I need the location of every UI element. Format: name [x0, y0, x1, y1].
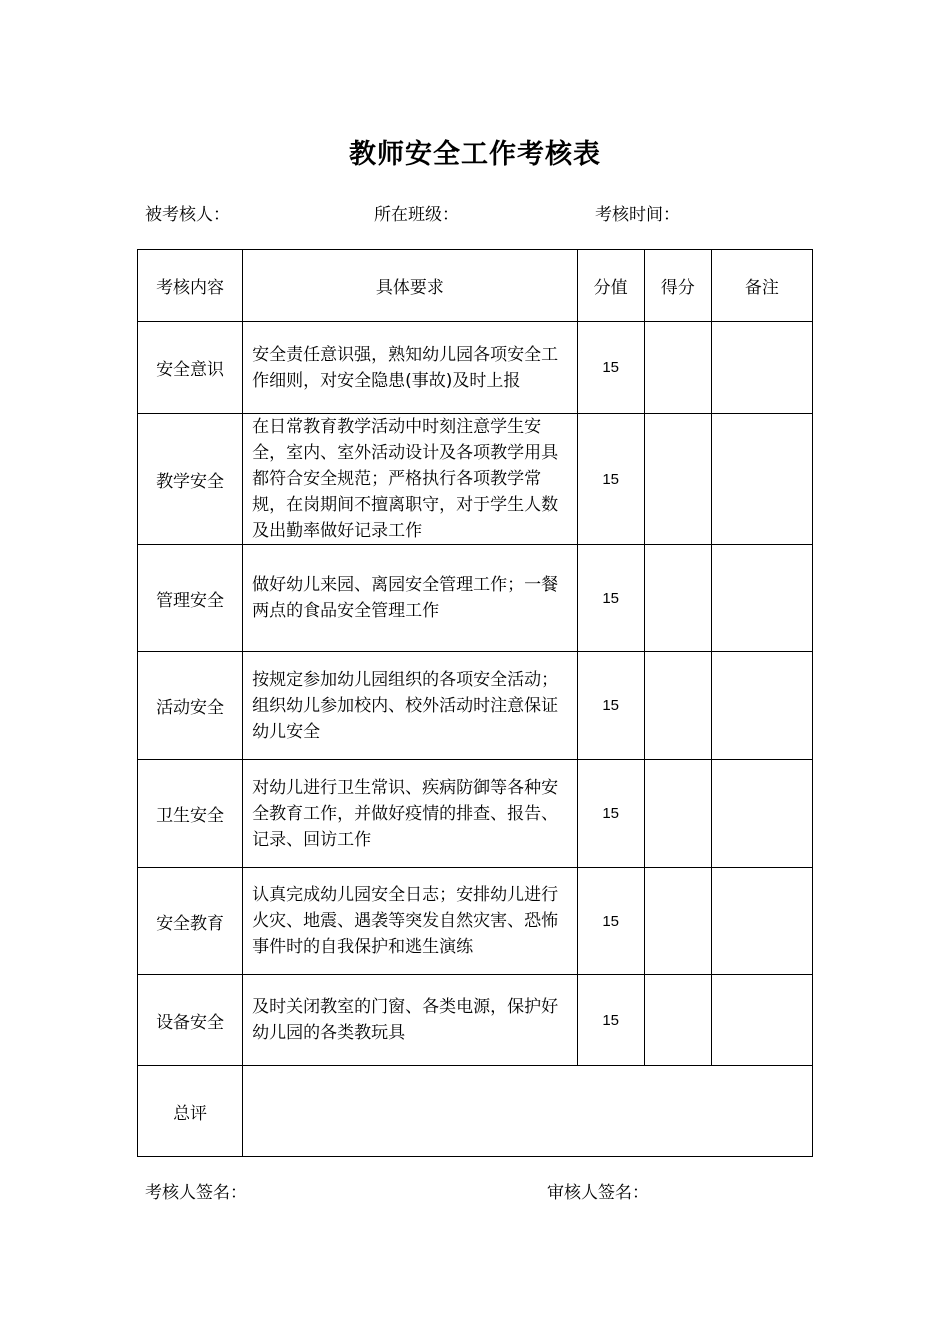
- assessment-table: [137, 249, 813, 1157]
- time-label: 考核时间：: [595, 205, 680, 225]
- row-obtained-cell[interactable]: [644, 868, 711, 975]
- assessee-label: 被考核人：: [145, 205, 230, 225]
- row-obtained-cell[interactable]: [644, 414, 711, 545]
- row-score: 15: [577, 545, 644, 652]
- summary-field[interactable]: [243, 1066, 813, 1157]
- table-row: [138, 545, 813, 652]
- row-requirement: 按规定参加幼儿园组织的各项安全活动；组织幼儿参加校内、校外活动时注意保证幼儿安全: [243, 652, 577, 760]
- header-score: 分值: [577, 250, 644, 322]
- table-row: [138, 868, 813, 975]
- row-score: 15: [577, 868, 644, 975]
- header-obtained: 得分: [644, 250, 711, 322]
- page-title: 教师安全工作考核表: [349, 139, 601, 170]
- summary-label: 总评: [138, 1066, 243, 1157]
- row-requirement: 在日常教育教学活动中时刻注意学生安全，室内、室外活动设计及各项教学用具都符合安全规范；严格执行各项教学常规，在岗期间不擅离职守，对于学生人数及出勤率做好记录工作: [243, 414, 577, 545]
- row-score: 15: [577, 322, 644, 414]
- row-score: 15: [577, 975, 644, 1066]
- assessor-signature-label: 考核人签名：: [145, 1183, 247, 1203]
- row-category: 卫生安全: [138, 760, 243, 868]
- row-obtained-cell[interactable]: [644, 975, 711, 1066]
- row-score: 15: [577, 760, 644, 868]
- table-header-row: [138, 250, 813, 322]
- row-score: 15: [577, 652, 644, 760]
- table-row: [138, 760, 813, 868]
- row-note-cell[interactable]: [711, 545, 812, 652]
- row-note-cell[interactable]: [711, 868, 812, 975]
- row-requirement: 及时关闭教室的门窗、各类电源，保护好幼儿园的各类教玩具: [243, 975, 577, 1066]
- row-note-cell[interactable]: [711, 652, 812, 760]
- header-requirement: 具体要求: [243, 250, 577, 322]
- row-note-cell[interactable]: [711, 322, 812, 414]
- row-category: 安全意识: [138, 322, 243, 414]
- class-label: 所在班级：: [374, 205, 459, 225]
- header-category: 考核内容: [138, 250, 243, 322]
- row-requirement: 对幼儿进行卫生常识、疾病防御等各种安全教育工作，并做好疫情的排查、报告、记录、回访工作: [243, 760, 577, 868]
- row-category: 安全教育: [138, 868, 243, 975]
- row-note-cell[interactable]: [711, 414, 812, 545]
- table-row: [138, 652, 813, 760]
- reviewer-signature-label: 审核人签名：: [547, 1183, 649, 1203]
- row-requirement: 做好幼儿来园、离园安全管理工作；一餐两点的食品安全管理工作: [243, 545, 577, 652]
- row-note-cell[interactable]: [711, 760, 812, 868]
- row-obtained-cell[interactable]: [644, 760, 711, 868]
- row-obtained-cell[interactable]: [644, 545, 711, 652]
- row-requirement: 认真完成幼儿园安全日志；安排幼儿进行火灾、地震、遇袭等突发自然灾害、恐怖事件时的自我保护和逃生演练: [243, 868, 577, 975]
- summary-row: [138, 1066, 813, 1157]
- table-row: [138, 414, 813, 545]
- row-category: 管理安全: [138, 545, 243, 652]
- table-row: [138, 322, 813, 414]
- row-obtained-cell[interactable]: [644, 322, 711, 414]
- row-obtained-cell[interactable]: [644, 652, 711, 760]
- header-note: 备注: [711, 250, 812, 322]
- row-score: 15: [577, 414, 644, 545]
- row-requirement: 安全责任意识强，熟知幼儿园各项安全工作细则，对安全隐患(事故)及时上报: [243, 322, 577, 414]
- row-category: 教学安全: [138, 414, 243, 545]
- row-category: 设备安全: [138, 975, 243, 1066]
- table-row: [138, 975, 813, 1066]
- row-category: 活动安全: [138, 652, 243, 760]
- row-note-cell[interactable]: [711, 975, 812, 1066]
